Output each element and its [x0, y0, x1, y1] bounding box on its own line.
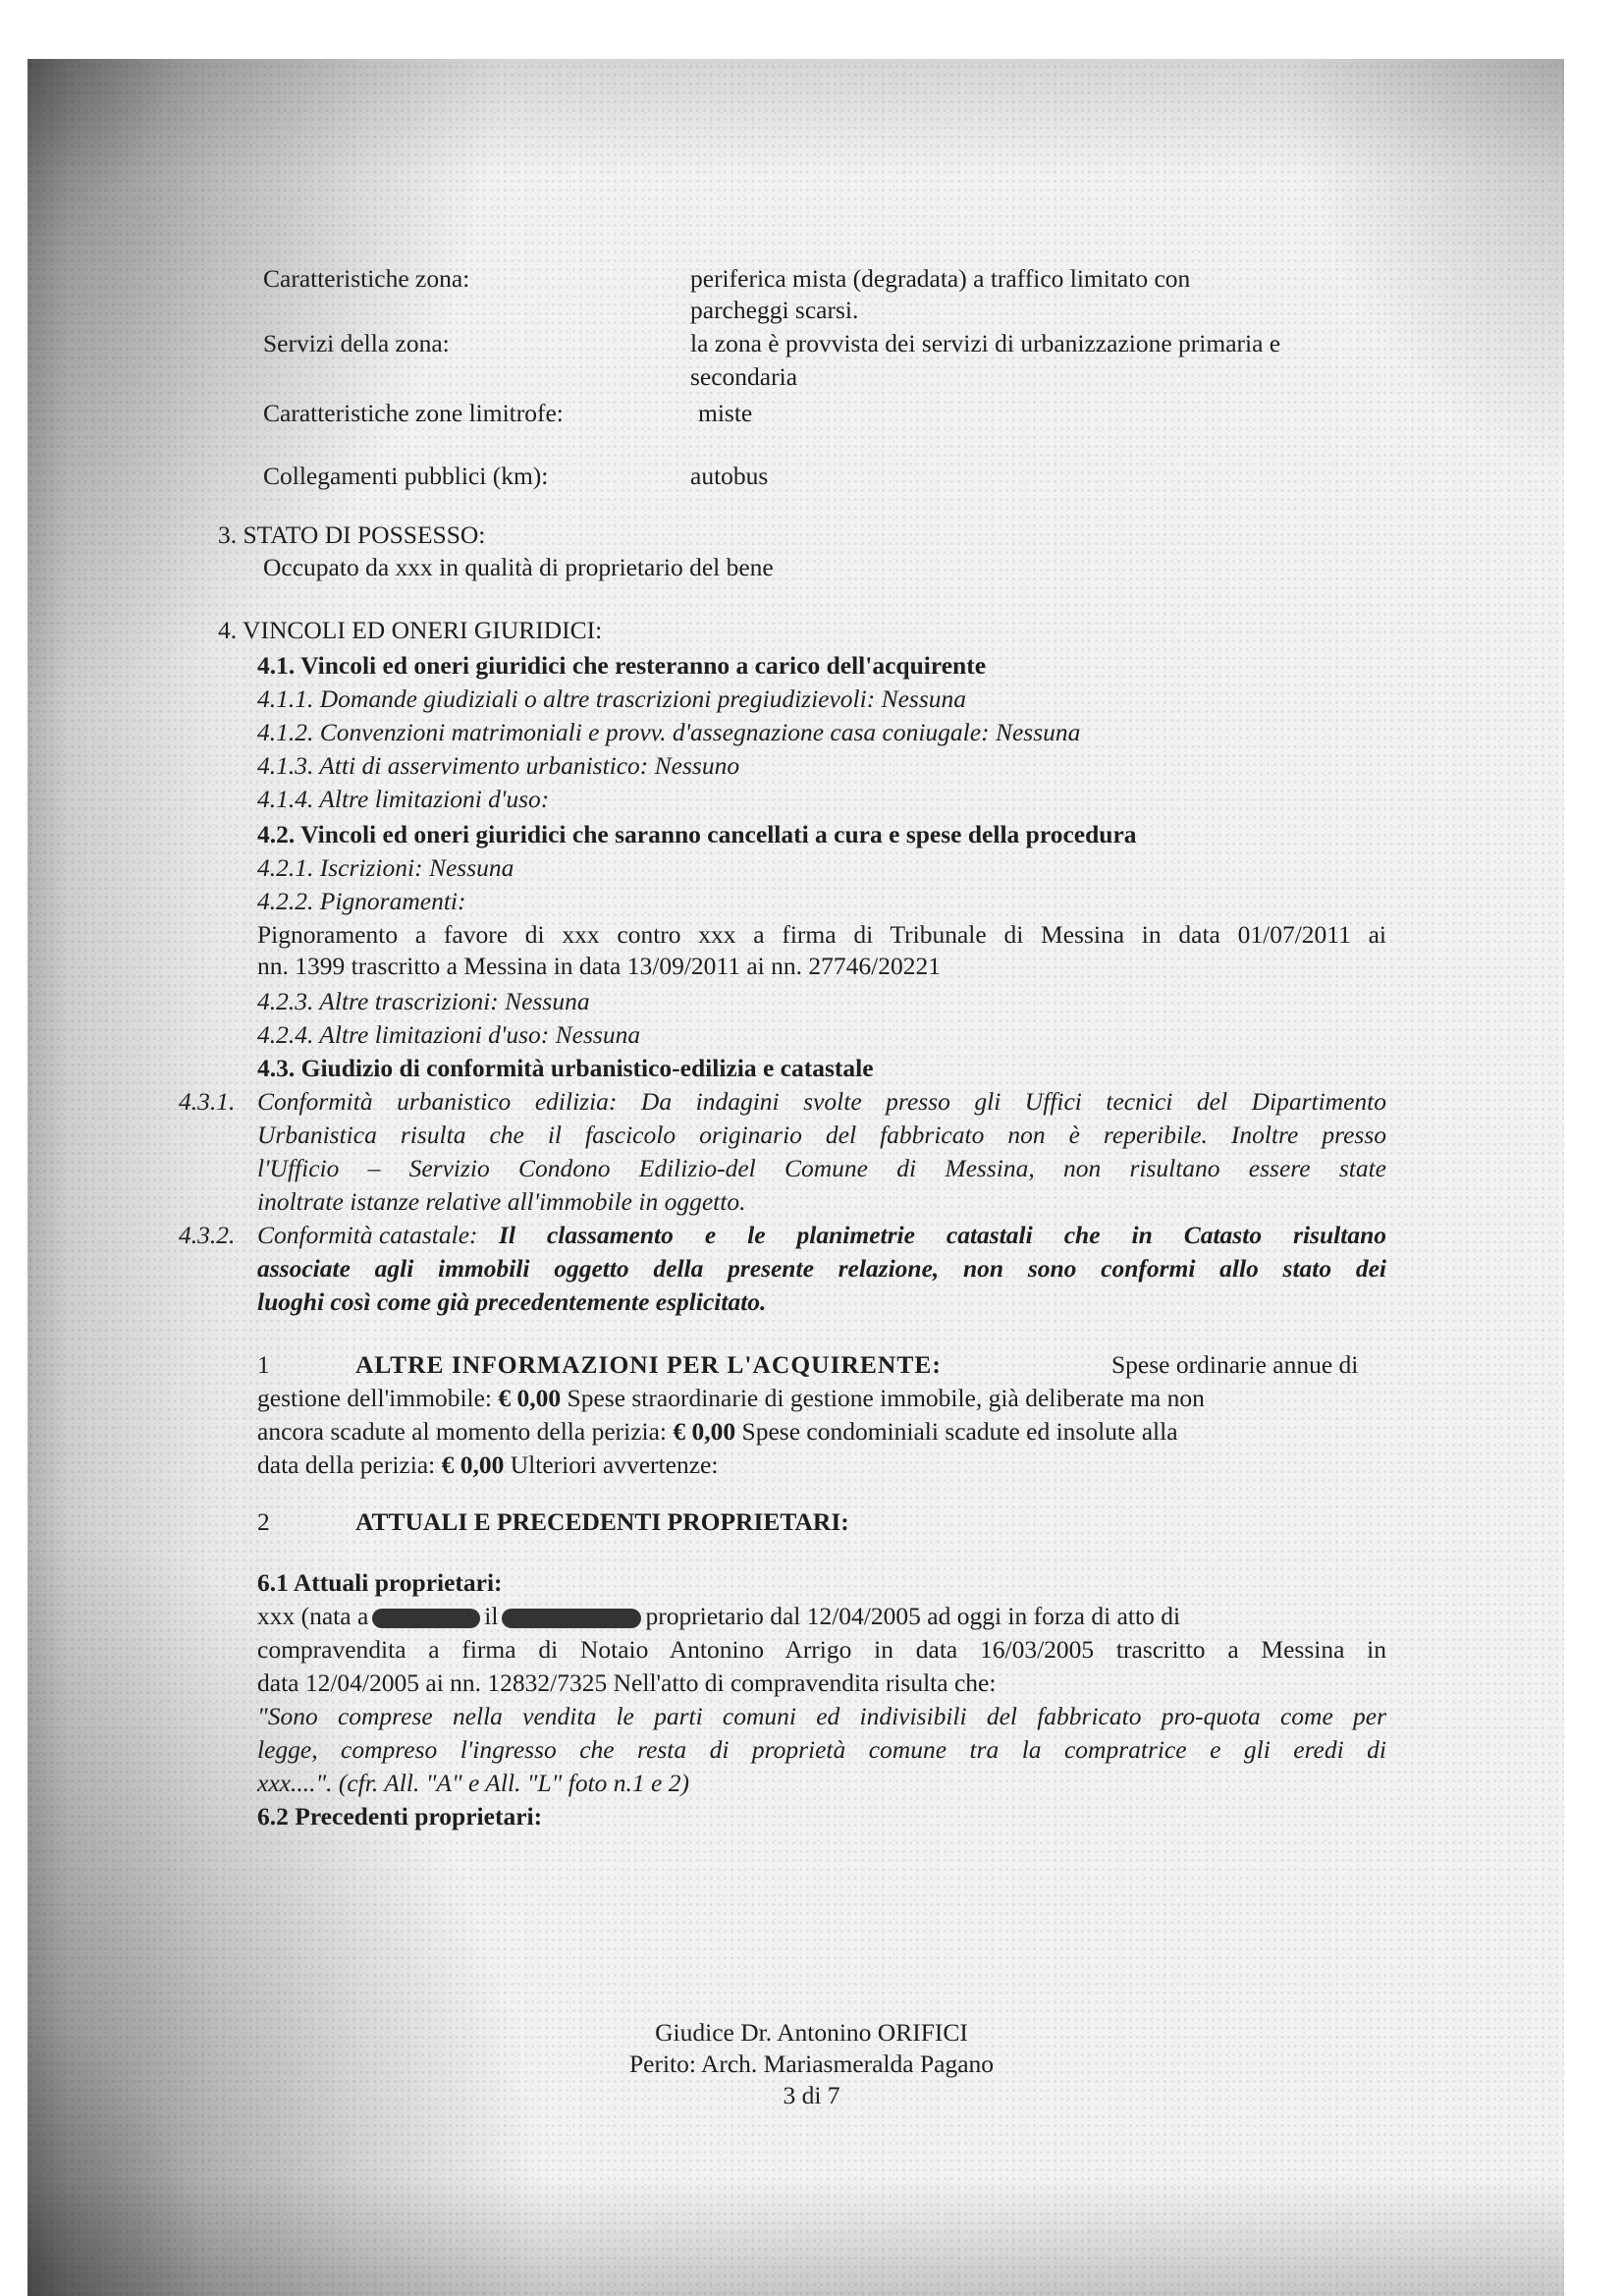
- section-5-line-3: [257, 1416, 1178, 1448]
- page-left-margin: [0, 0, 27, 2296]
- section-5-line-1-tail: Spese ordinarie annue di: [1111, 1350, 1359, 1379]
- item-4-2-1: 4.2.1. Iscrizioni: Nessuna: [257, 853, 514, 882]
- urban-compliance-line-2: Urbanistica risulta che il fascicolo originario del fabbricato non è reperibile. Inoltre presso: [257, 1121, 1386, 1149]
- owner-text-c: proprietario dal 12/04/2005 ad oggi in forza di atto di: [645, 1602, 1181, 1630]
- footer-expert: Perito: Arch. Mariasmeralda Pagano: [628, 2050, 995, 2078]
- current-owners-line-3: data 12/04/2005 ai nn. 12832/7325 Nell'atto di compravendita risulta che:: [257, 1668, 997, 1697]
- transport-label: Collegamenti pubblici (km):: [263, 462, 549, 490]
- owner-text-b: il: [484, 1602, 499, 1630]
- cadastral-compliance-line-2: associate agli immobili oggetto della presente relazione, non sono conformi allo stato dei: [257, 1254, 1386, 1283]
- line-3-text: Spese condominiali scadute ed insolute alla: [741, 1417, 1178, 1446]
- line-3-label: ancora scadute al momento della perizia:: [257, 1417, 668, 1446]
- item-4-3-2-number: 4.3.2.: [179, 1221, 236, 1249]
- footer-judge: Giudice Dr. Antonino ORIFICI: [655, 2018, 968, 2047]
- item-4-2-3: 4.2.3. Altre trascrizioni: Nessuna: [257, 987, 590, 1015]
- zone-value: periferica mista (degradata) a traffico limitato con: [690, 264, 1191, 293]
- nearby-zones-value: miste: [698, 399, 753, 427]
- condo-expenses-amount: € 0,00: [441, 1450, 505, 1479]
- current-owners-heading: 6.1 Attuali proprietari:: [257, 1568, 503, 1597]
- item-4-1-3: 4.1.3. Atti di asservimento urbanistico: Nessuno: [257, 751, 740, 780]
- zone-value-cont: parcheggi scarsi.: [690, 296, 859, 324]
- cadastral-compliance-line-3: luoghi così come già precedentemente esplicitato.: [257, 1287, 767, 1316]
- current-owners-line-1: [257, 1601, 1180, 1632]
- urban-compliance-line-4: inoltrate istanze relative all'immobile in oggetto.: [257, 1187, 746, 1216]
- possession-text: Occupato da xxx in qualità di proprietario del bene: [263, 553, 774, 581]
- line-4-label: data della perizia:: [257, 1450, 436, 1479]
- cadastral-compliance-line-1: Il classamento e le planimetrie catastali che in Catasto risultano: [499, 1221, 1386, 1249]
- services-value: la zona è provvista dei servizi di urbanizzazione primaria e: [690, 329, 1281, 357]
- extraordinary-expenses-amount: € 0,00: [673, 1417, 736, 1446]
- redacted-birthdate: [502, 1609, 641, 1628]
- line-2-text: Spese straordinarie di gestione immobile, già deliberate ma non: [567, 1384, 1205, 1412]
- cadastral-compliance-label: Conformità catastale:: [257, 1221, 478, 1249]
- pignoramento-line-1: Pignoramento a favore di xxx contro xxx a firma di Tribunale di Messina in data 01/07/2011 ai: [257, 920, 1386, 949]
- section-4-heading: 4. VINCOLI ED ONERI GIURIDICI:: [218, 616, 603, 644]
- pignoramento-line-2: nn. 1399 trascritto a Messina in data 13/09/2011 ai nn. 27746/20221: [257, 952, 941, 980]
- deed-quote-line-1: "Sono comprese nella vendita le parti comuni ed indivisibili del fabbricato pro-quota come per: [257, 1702, 1386, 1730]
- previous-owners-heading: 6.2 Precedenti proprietari:: [257, 1802, 543, 1831]
- nearby-zones-label: Caratteristiche zone limitrofe:: [263, 399, 564, 427]
- transport-value: autobus: [690, 462, 769, 490]
- section-6-number: 2: [257, 1507, 270, 1536]
- subsection-4-1-heading: 4.1. Vincoli ed oneri giuridici che resteranno a carico dell'acquirente: [257, 651, 987, 680]
- footer-page-number: 3 di 7: [783, 2081, 840, 2109]
- section-6-heading: ATTUALI E PRECEDENTI PROPRIETARI:: [355, 1507, 849, 1536]
- page-top-margin: [0, 0, 1623, 59]
- ordinary-expenses-amount: € 0,00: [498, 1384, 562, 1412]
- section-5-line-2: [257, 1383, 1205, 1414]
- redacted-birthplace: [372, 1609, 480, 1628]
- deed-quote-line-2: legge, compreso l'ingresso che resta di proprietà comune tra la compratrice e gli eredi di: [257, 1735, 1386, 1764]
- section-3-heading: 3. STATO DI POSSESSO:: [218, 520, 486, 549]
- item-4-1-2: 4.1.2. Convenzioni matrimoniali e provv. d'assegnazione casa coniugale: Nessuna: [257, 718, 1081, 746]
- subsection-4-2-heading: 4.2. Vincoli ed oneri giuridici che saranno cancellati a cura e spese della procedura: [257, 820, 1137, 848]
- line-2-label: gestione dell'immobile:: [257, 1384, 493, 1412]
- item-4-2-4: 4.2.4. Altre limitazioni d'uso: Nessuna: [257, 1020, 641, 1049]
- item-4-3-1-number: 4.3.1.: [179, 1087, 236, 1116]
- section-5-heading: ALTRE INFORMAZIONI PER L'ACQUIRENTE:: [355, 1350, 942, 1379]
- page-right-margin: [1564, 0, 1623, 2296]
- current-owners-line-2: compravendita a firma di Notaio Antonino Arrigo in data 16/03/2005 trascritto a Messina in: [257, 1635, 1386, 1664]
- line-4-text: Ulteriori avvertenze:: [510, 1450, 719, 1479]
- item-4-2-2: 4.2.2. Pignoramenti:: [257, 887, 466, 915]
- owner-text-a: xxx (nata a: [257, 1602, 369, 1630]
- urban-compliance-line-1: Conformità urbanistico edilizia: Da indagini svolte presso gli Uffici tecnici del Dipartimento: [257, 1087, 1386, 1116]
- services-label: Servizi della zona:: [263, 329, 450, 357]
- item-4-1-4: 4.1.4. Altre limitazioni d'uso:: [257, 785, 550, 813]
- deed-quote-line-3: xxx....". (cfr. All. "A" e All. "L" foto n.1 e 2): [257, 1769, 689, 1797]
- zone-label: Caratteristiche zona:: [263, 264, 470, 293]
- subsection-4-3-heading: 4.3. Giudizio di conformità urbanistico-edilizia e catastale: [257, 1054, 874, 1082]
- services-value-cont: secondaria: [690, 362, 798, 391]
- item-4-1-1: 4.1.1. Domande giudiziali o altre trascrizioni pregiudizievoli: Nessuna: [257, 684, 967, 713]
- section-5-line-4: [257, 1449, 718, 1481]
- section-5-number: 1: [257, 1350, 270, 1379]
- urban-compliance-line-3: l'Ufficio – Servizio Condono Edilizio-del Comune di Messina, non risultano essere state: [257, 1154, 1386, 1182]
